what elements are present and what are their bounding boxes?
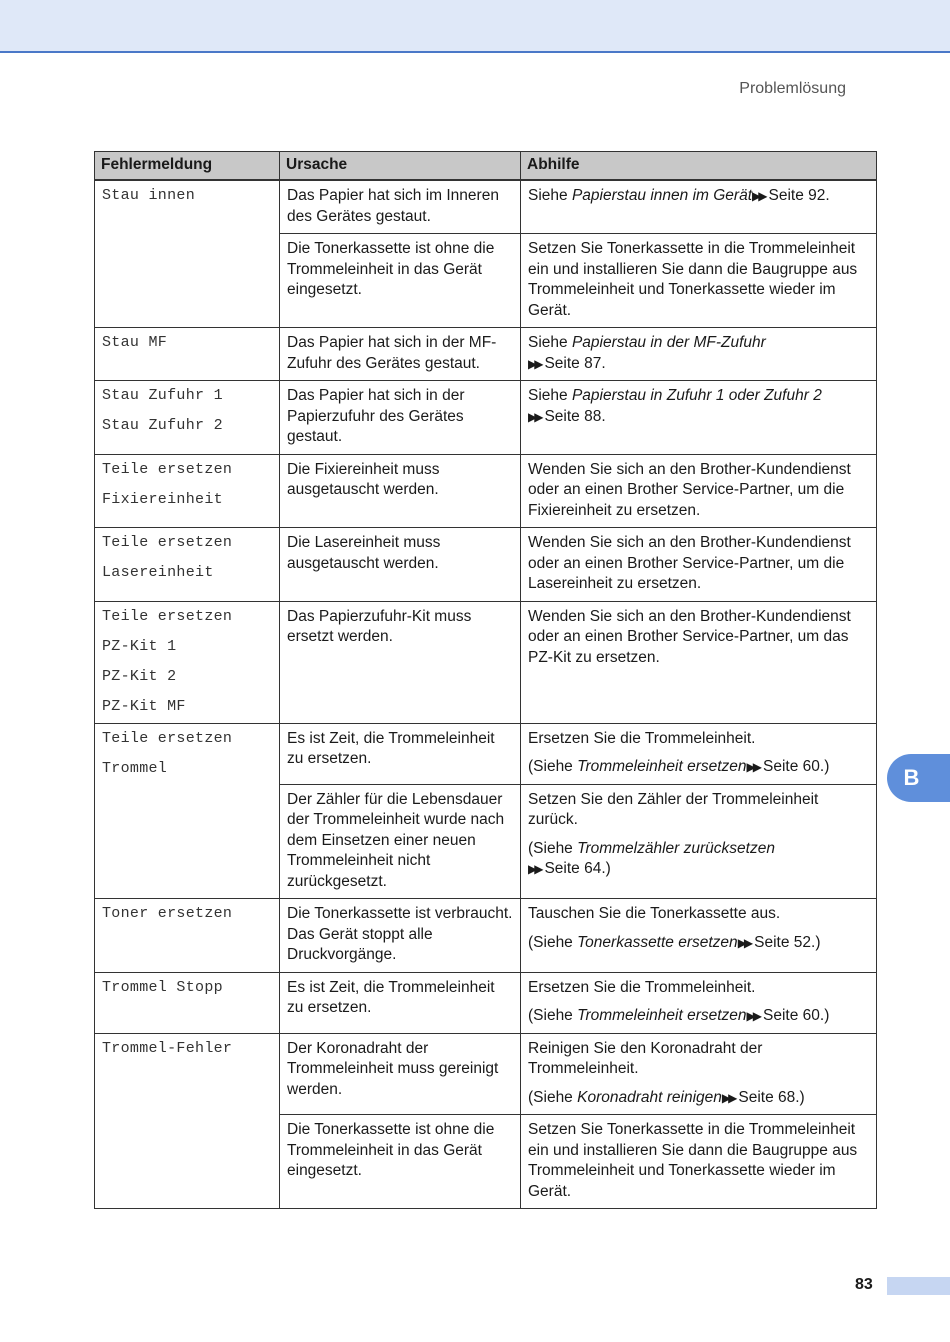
table-row — [95, 528, 877, 602]
remedy-text: Tauschen Sie die Tonerkassette aus. — [528, 905, 781, 922]
remedy-cell — [521, 601, 877, 723]
cross-reference-link[interactable]: Papierstau in der MF-Zufuhr — [571, 334, 766, 351]
error-message-cell — [95, 601, 280, 723]
remedy-cell — [521, 454, 877, 528]
error-message-cell — [95, 899, 280, 973]
remedy-cell — [521, 1115, 877, 1209]
remedy-paragraph — [528, 1120, 869, 1202]
cross-reference-link[interactable]: Papierstau innen im Gerät — [571, 187, 753, 204]
column-header-abhilfe: Abhilfe — [521, 152, 877, 181]
remedy-text: Seite 68.) — [738, 1088, 805, 1106]
see-page-arrow-icon: ▶▶ — [528, 409, 541, 424]
cause-cell: Die Tonerkassette ist ohne die Trommeleinheit in das Gerät eingesetzt. — [280, 1115, 521, 1209]
remedy-text: Seite 60.) — [763, 1007, 830, 1024]
remedy-cell — [521, 180, 877, 234]
remedy-cell — [521, 784, 877, 899]
remedy-paragraph — [528, 729, 869, 750]
error-message: Trommel — [102, 759, 168, 777]
error-message-cell — [95, 454, 280, 528]
error-message: Teile ersetzen — [102, 607, 233, 625]
table-row — [95, 972, 877, 1033]
error-message: Trommel Stopp — [102, 978, 223, 996]
error-message-cell — [95, 972, 280, 1033]
error-message-cell — [95, 180, 280, 328]
error-message: Trommel-Fehler — [102, 1039, 233, 1057]
remedy-text: (Siehe — [528, 839, 578, 857]
error-message: PZ-Kit 2 — [102, 667, 177, 685]
remedy-paragraph — [528, 933, 869, 954]
remedy-text: Siehe — [528, 334, 572, 351]
remedy-text: Siehe — [528, 187, 572, 204]
cause-cell: Das Papier hat sich im Inneren des Gerätes gestaut. — [280, 180, 521, 234]
section-title: Problemlösung — [739, 80, 846, 97]
remedy-paragraph — [528, 460, 869, 522]
remedy-text: (Siehe — [528, 933, 578, 951]
chapter-tab: B — [887, 754, 950, 802]
error-message-cell — [95, 528, 280, 602]
remedy-cell — [521, 528, 877, 602]
remedy-text: Siehe — [528, 387, 572, 404]
remedy-text: Seite 88. — [544, 407, 606, 425]
remedy-text: Setzen Sie den Zähler der Trommeleinheit zurück. — [528, 790, 819, 828]
error-message: Stau Zufuhr 1 — [102, 387, 223, 404]
error-message: Stau innen — [102, 187, 196, 204]
cause-cell: Der Koronadraht der Trommeleinheit muss gereinigt werden. — [280, 1033, 521, 1115]
page-number: 83 — [855, 1276, 873, 1293]
table-row — [95, 1033, 877, 1115]
error-message-cell — [95, 1033, 280, 1209]
table-row — [95, 723, 877, 784]
top-banner — [0, 0, 950, 53]
remedy-paragraph — [528, 978, 869, 999]
cross-reference-link[interactable]: Trommeleinheit ersetzen — [577, 1007, 747, 1024]
remedy-paragraph — [528, 904, 869, 925]
remedy-paragraph — [528, 790, 869, 831]
see-page-arrow-icon: ▶▶ — [737, 935, 751, 950]
remedy-cell — [521, 899, 877, 973]
cause-cell: Das Papierzufuhr-Kit muss ersetzt werden. — [280, 601, 521, 723]
remedy-text: Wenden Sie sich an den Brother-Kundendienst oder an einen Brother Service-Partner, um die Lasereinheit zu ersetzen. — [528, 534, 851, 592]
remedy-text: Wenden Sie sich an den Brother-Kundendienst oder an einen Brother Service-Partner, um das PZ-Kit zu ersetzen. — [528, 607, 851, 666]
error-message: Fixiereinheit — [102, 490, 223, 508]
see-page-arrow-icon: ▶▶ — [746, 760, 760, 774]
error-message: Teile ersetzen — [102, 460, 233, 478]
table-header-row — [95, 152, 877, 181]
see-page-arrow-icon: ▶▶ — [752, 189, 765, 203]
remedy-text: Wenden Sie sich an den Brother-Kundendienst oder an einen Brother Service-Partner, um die Fixiereinheit zu ersetzen. — [528, 460, 851, 519]
error-message: Stau Zufuhr 2 — [102, 417, 223, 434]
see-page-arrow-icon: ▶▶ — [528, 862, 541, 876]
error-message-cell — [95, 328, 280, 381]
remedy-cell — [521, 328, 877, 381]
remedy-paragraph — [528, 386, 869, 427]
error-message: Lasereinheit — [102, 564, 214, 581]
cause-cell: Die Tonerkassette ist ohne die Trommeleinheit in das Gerät eingesetzt. — [280, 234, 521, 328]
cause-cell: Das Papier hat sich in der MF-Zufuhr des Gerätes gestaut. — [280, 328, 521, 381]
cause-cell: Das Papier hat sich in der Papierzufuhr des Gerätes gestaut. — [280, 381, 521, 455]
cross-reference-link[interactable]: Papierstau in Zufuhr 1 oder Zufuhr 2 — [571, 387, 822, 404]
error-message: Stau MF — [102, 334, 168, 351]
remedy-paragraph — [528, 607, 869, 669]
remedy-text: Seite 64.) — [544, 860, 611, 877]
column-header-ursache: Ursache — [280, 152, 521, 181]
table-body — [95, 180, 877, 1209]
cross-reference-link[interactable]: Trommelzähler zurücksetzen — [577, 839, 775, 857]
table-row — [95, 328, 877, 381]
remedy-paragraph — [528, 1039, 869, 1080]
table-row — [95, 601, 877, 723]
footer-bar — [887, 1277, 950, 1295]
remedy-cell — [521, 723, 877, 784]
cause-cell: Es ist Zeit, die Trommeleinheit zu ersetzen. — [280, 972, 521, 1033]
remedy-paragraph — [528, 533, 869, 595]
error-message: PZ-Kit 1 — [102, 637, 177, 655]
cross-reference-link[interactable]: Koronadraht reinigen — [577, 1088, 722, 1106]
error-message: Teile ersetzen — [102, 534, 233, 551]
remedy-text: Seite 92. — [768, 187, 830, 204]
column-header-fehlermeldung: Fehlermeldung — [95, 152, 280, 181]
error-table — [94, 151, 877, 1209]
cause-cell: Der Zähler für die Lebensdauer der Trommeleinheit wurde nach dem Einsetzen einer neuen Trommeleinheit nicht zurückgesetzt. — [280, 784, 521, 899]
error-message: Teile ersetzen — [102, 729, 233, 747]
remedy-paragraph — [528, 1006, 869, 1027]
remedy-cell — [521, 234, 877, 328]
remedy-text: (Siehe — [528, 758, 578, 775]
cause-cell: Die Lasereinheit muss ausgetauscht werden. — [280, 528, 521, 602]
remedy-cell — [521, 972, 877, 1033]
table-row — [95, 454, 877, 528]
cross-reference-link[interactable]: Tonerkassette ersetzen — [577, 933, 738, 951]
remedy-text: (Siehe — [528, 1007, 578, 1024]
cause-cell: Es ist Zeit, die Trommeleinheit zu ersetzen. — [280, 723, 521, 784]
table-row — [95, 381, 877, 455]
remedy-text: Ersetzen Sie die Trommeleinheit. — [528, 729, 756, 747]
table-row — [95, 180, 877, 234]
error-message: PZ-Kit MF — [102, 697, 186, 715]
remedy-text: Seite 87. — [544, 354, 606, 372]
error-message-cell — [95, 723, 280, 899]
cause-cell: Die Fixiereinheit muss ausgetauscht werden. — [280, 454, 521, 528]
remedy-cell — [521, 1033, 877, 1115]
remedy-text: Setzen Sie Tonerkassette in die Trommeleinheit ein und installieren Sie dann die Baugruppe aus Trommeleinheit und Tonerkassette wieder im Gerät. — [528, 1121, 858, 1200]
remedy-text: Ersetzen Sie die Trommeleinheit. — [528, 978, 756, 996]
cross-reference-link[interactable]: Trommeleinheit ersetzen — [577, 758, 747, 775]
remedy-text: Setzen Sie Tonerkassette in die Trommeleinheit ein und installieren Sie dann die Baugruppe aus Trommeleinheit und Tonerkassette wieder im Gerät. — [528, 240, 858, 319]
error-message: Toner ersetzen — [102, 905, 233, 922]
see-page-arrow-icon: ▶▶ — [721, 1090, 735, 1105]
remedy-text: Seite 60.) — [763, 758, 830, 775]
remedy-paragraph — [528, 839, 869, 880]
remedy-cell — [521, 381, 877, 455]
see-page-arrow-icon: ▶▶ — [528, 356, 541, 371]
remedy-text: (Siehe — [528, 1088, 578, 1106]
remedy-paragraph — [528, 333, 869, 374]
table-row — [95, 899, 877, 973]
remedy-text: Seite 52.) — [754, 933, 821, 951]
remedy-paragraph — [528, 757, 869, 778]
see-page-arrow-icon: ▶▶ — [746, 1009, 760, 1023]
remedy-paragraph — [528, 239, 869, 321]
remedy-paragraph — [528, 1088, 869, 1109]
cause-cell: Die Tonerkassette ist verbraucht. Das Gerät stoppt alle Druckvorgänge. — [280, 899, 521, 973]
error-message-cell — [95, 381, 280, 455]
remedy-text: Reinigen Sie den Koronadraht der Trommeleinheit. — [528, 1039, 763, 1077]
remedy-paragraph — [528, 186, 869, 207]
